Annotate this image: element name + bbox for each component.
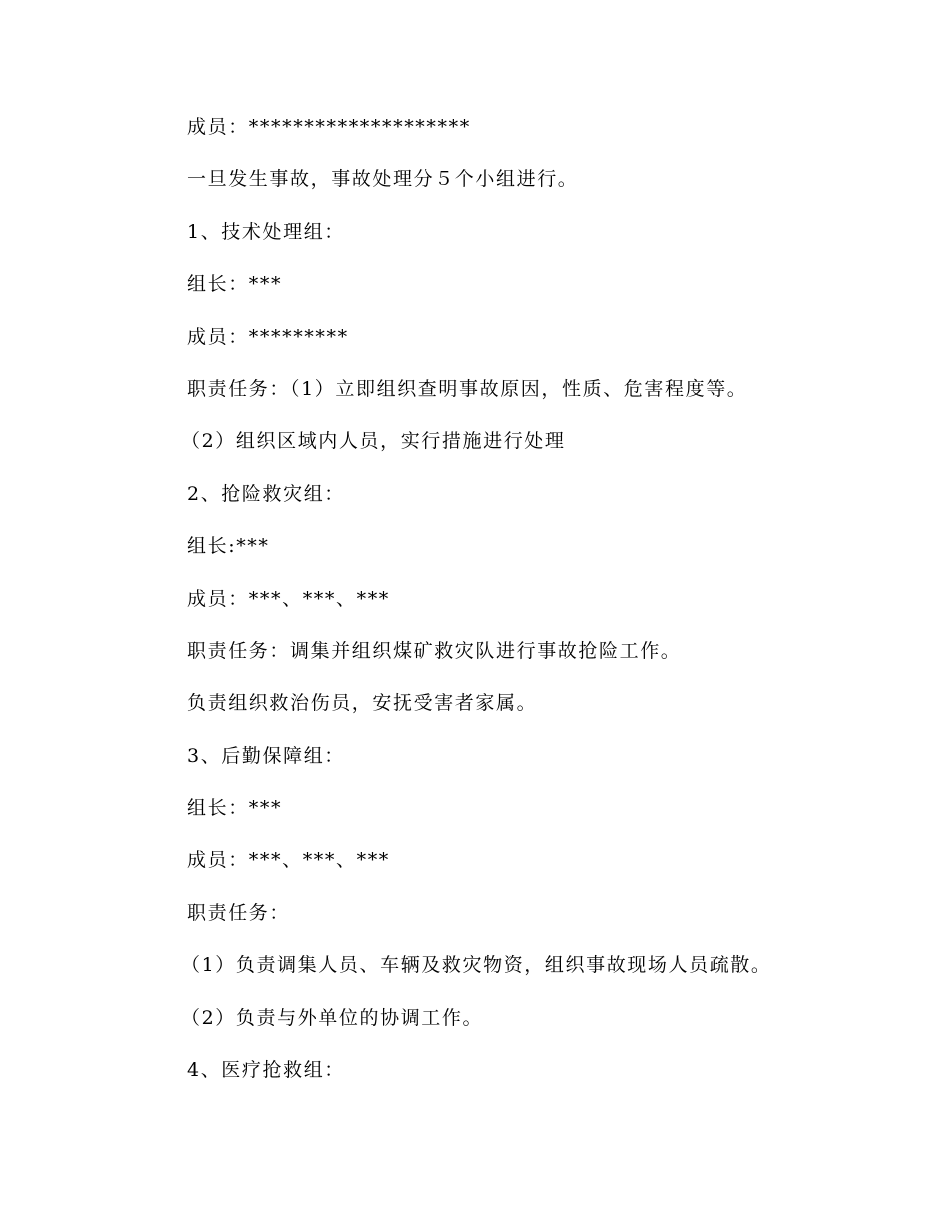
section-heading-rescue: 2、抢险救灾组：	[187, 482, 345, 505]
section-heading-logistics: 3、后勤保障组：	[187, 744, 345, 767]
text-line-duties: 职责任务：（1）立即组织查明事故原因，性质、危害程度等。	[187, 377, 748, 400]
text-line-duty-detail: 负责组织救治伤员，安抚受害者家属。	[187, 692, 538, 715]
text-line-duty-item: （2）组织区域内人员，实行措施进行处理	[181, 430, 566, 453]
text-line-leader: 组长：***	[187, 273, 283, 296]
text-line-intro: 一旦发生事故，事故处理分５个小组进行。	[187, 168, 579, 191]
section-heading-technical: 1、技术处理组：	[187, 220, 345, 243]
text-line-duty-item: （2）负责与外单位的协调工作。	[181, 1006, 484, 1029]
text-line-leader: 组长：***	[187, 797, 283, 820]
text-line-members: 成员：*********	[187, 325, 349, 348]
document-body	[181, 112, 867, 1107]
text-line-duties: 职责任务：	[187, 901, 291, 924]
text-line-leader: 组长:***	[187, 535, 270, 558]
text-line-duties: 职责任务：调集并组织煤矿救灾队进行事故抢险工作。	[187, 639, 682, 662]
text-line-members: 成员：********************	[187, 116, 471, 138]
text-line-members: 成员：***、***、***	[187, 587, 390, 610]
text-line-duty-item: （1）负责调集人员、车辆及救灾物资，组织事故现场人员疏散。	[181, 954, 772, 977]
section-heading-medical: 4、医疗抢救组：	[187, 1059, 345, 1082]
text-line-members: 成员：***、***、***	[187, 849, 390, 872]
